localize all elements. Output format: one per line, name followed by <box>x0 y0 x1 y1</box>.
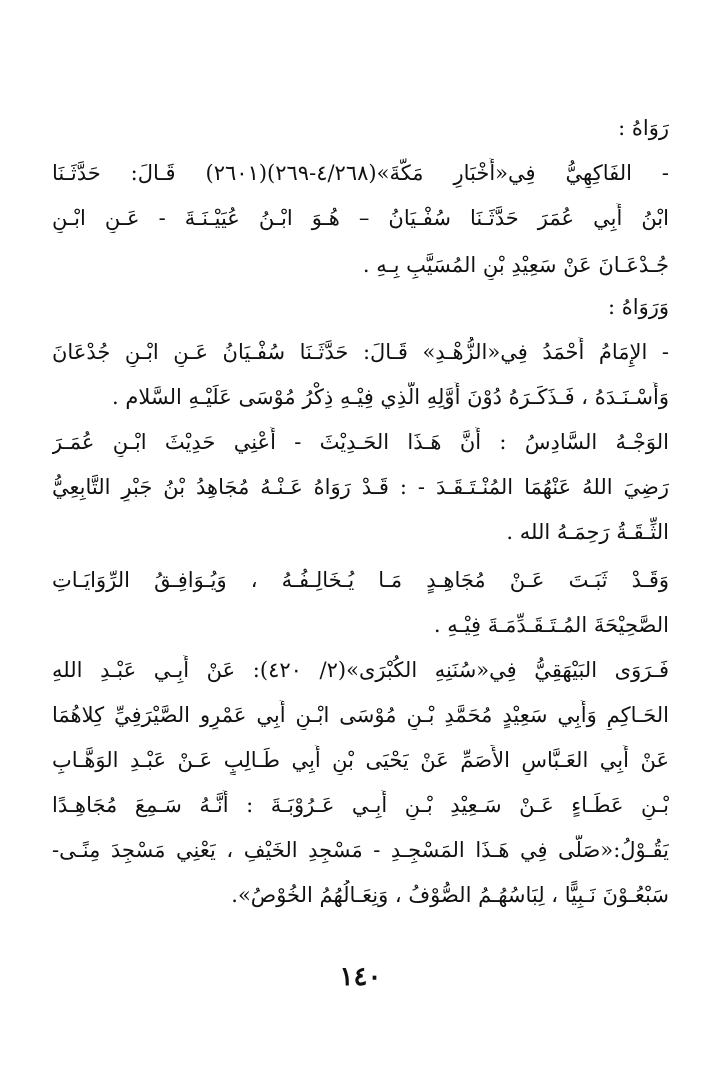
text-line-2: - الفَاكِهِيُّ فِي«أَخْبَارِ مَكَّةَ»(٤/٢٦٨-٢٦٩)(٢٦٠١) قَـالَ: حَدَّثَـنَا <box>52 161 669 185</box>
page-number: ١٤٠ <box>339 962 382 992</box>
text-line-11: وَقَـدْ ثَبَـتَ عَـنْ مُجَاهِـدٍ مَـا يُـخَالِـفُـهُ ، وَيُـوَافِـقُ الرِّوَايَـاتِ <box>52 568 669 592</box>
text-line-13: فَـرَوَى البَيْهَقِيُّ فِي«سُنَنِهِ الكُبْرَى»(٢/ ٤٢٠): عَنْ أَبِـي عَبْـدِ اللهِ <box>52 658 669 682</box>
text-line-15: عَنْ أَبِي العَـبَّاسِ الأَصَمِّ عَنْ يَحْيَى بْنِ أَبِي طَـالِبٍ عَـنْ عَبْـدِ الوَهَّـابِ <box>52 748 669 772</box>
text-line-1: رَوَاهُ : <box>618 116 669 140</box>
text-line-9: رَضِيَ اللهُ عَنْهُمَا المُنْـتَـقَـدَ - : قَـدْ رَوَاهُ عَـنْـهُ مُجَاهِدُ بْنُ جَبْرٍ التَّابِعِيُّ <box>52 475 669 499</box>
text-line-14: الحَـاكِمِ وَأَبِي سَعِيْدٍ مُحَمَّدِ بْـنِ مُوْسَى ابْـنِ أَبِي عَمْرٍو الصَّيْرَفِيِّ كِلاهُمَا <box>52 703 669 727</box>
text-line-18: سَبْعُـوْنَ نَـبِيًّا ، لِبَاسُهُـمُ الصُّوْفُ ، وَنِعَـالُهُمُ الخُوْصُ». <box>231 883 669 907</box>
text-line-10: الثِّـقَـةُ رَحِمَـهُ الله . <box>506 520 669 544</box>
text-line-17: يَقُـوْلُ:«صَلَّى فِي هَـذَا المَسْجِـدِ - مَسْجِدِ الخَيْفِ ، يَعْنِي مَسْجِدَ مِنًـى- <box>52 838 669 862</box>
text-line-6: - الإِمَامُ أَحْمَدُ فِي«الزُّهْـدِ» قَـالَ: حَدَّثَـنَا سُفْـيَانُ عَـنِ ابْـنِ جُدْعَانَ <box>52 340 669 364</box>
text-line-12: الصَّحِيْحَةَ المُـتَـقَـدِّمَـةَ فِيْـهِ . <box>433 613 669 637</box>
text-line-8: الوَجْـهُ السَّادِسُ : أَنَّ هَـذَا الحَـدِيْثَ - أَعْنِي حَدِيْثَ ابْـنِ عُمَـرَ <box>52 430 669 454</box>
text-line-3: ابْنُ أَبِي عُمَرَ حَدَّثَـنَا سُفْـيَانُ – هُـوَ ابْـنُ عُيَيْـنَـةَ - عَـنِ ابْـنِ <box>52 206 669 230</box>
text-line-7: وَأَسْـنَـدَهُ ، فَـذَكَـرَهُ دُوْنَ أَوَّلِهِ الَّذِي فِيْـهِ ذِكْرُ مُوْسَى عَلَيْـهِ السَّلام . <box>112 385 669 409</box>
text-line-16: بْـنِ عَطَـاءٍ عَـنْ سَـعِيْدِ بْـنِ أَبِـي عَـرُوْبَـةَ : أَنَّـهُ سَـمِعَ مُجَاهِـدًا <box>52 793 669 817</box>
text-line-4: جُـدْعَـانَ عَنْ سَعِيْدِ بْنِ المُسَيَّبِ بِـهِ . <box>362 253 669 277</box>
text-line-5: وَرَوَاهُ : <box>607 295 669 319</box>
